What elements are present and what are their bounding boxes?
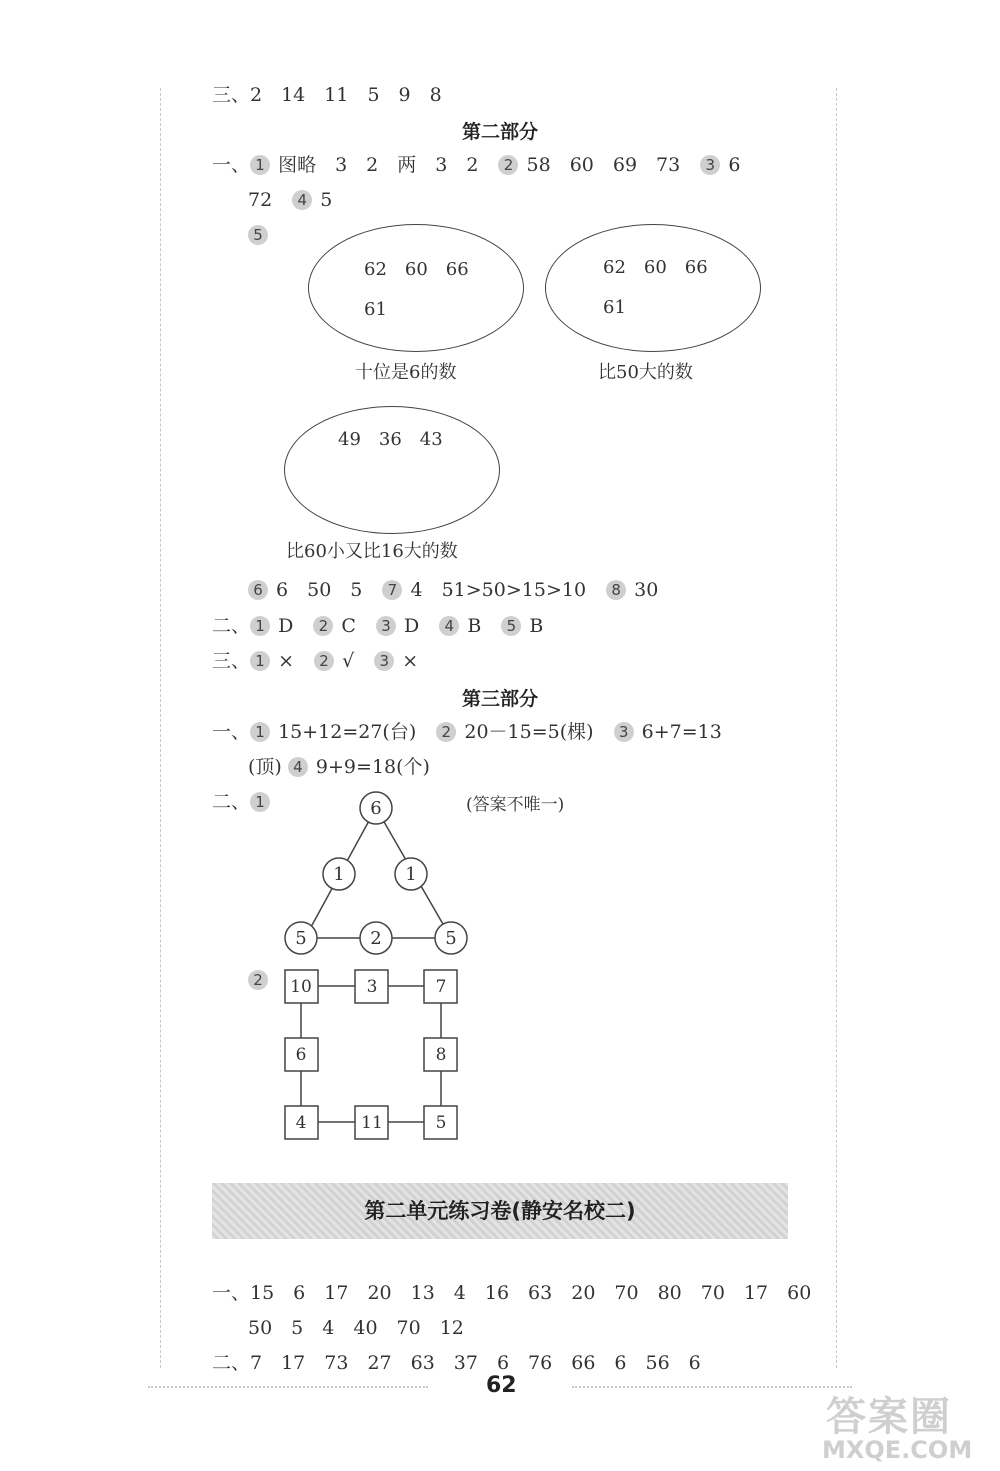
- watermark-logo: 答案圈: [826, 1394, 952, 1440]
- question-number: 6: [248, 580, 268, 600]
- p3-er-line: [212, 789, 272, 815]
- p3-er-q2-line: [248, 967, 270, 993]
- p2-er-line: [212, 613, 543, 639]
- answer-text: 图略 3 2 两 3 2: [278, 154, 479, 176]
- left-margin-line: [160, 88, 161, 1368]
- p2-yi-line1: [212, 152, 740, 178]
- question-number: 1: [250, 616, 270, 636]
- p2-yi-line2: [248, 187, 332, 213]
- triangle-value-bottom-left: 5: [295, 928, 307, 949]
- answer-text: 6+7=13: [641, 721, 722, 743]
- venn-2-bottom-numbers: 61: [603, 297, 626, 318]
- p3-yi-line2: [248, 754, 430, 780]
- question-number: 4: [292, 190, 312, 210]
- question-number: 1: [250, 722, 270, 742]
- p3-yi-line1: [212, 719, 722, 745]
- rectangle-diagram: [284, 968, 464, 1144]
- answer-text: B: [467, 615, 482, 637]
- answer-text: 4 51>50>15>10: [410, 579, 587, 601]
- rect-value-bottom-mid: 11: [361, 1113, 383, 1133]
- watermark-url: MXQE.COM: [822, 1436, 973, 1464]
- page-number: 62: [486, 1373, 517, 1398]
- question-number: 8: [606, 580, 626, 600]
- answer-text: B: [529, 615, 544, 637]
- question-number: 2: [498, 155, 518, 175]
- u2-yi-line2: 50 5 4 40 70 12: [248, 1317, 464, 1339]
- triangle-diagram: [280, 788, 480, 960]
- question-number: 5: [248, 225, 268, 245]
- answer-text: √: [342, 650, 355, 672]
- question-number: 4: [439, 616, 459, 636]
- venn-1-caption: 十位是6的数: [355, 362, 457, 383]
- rect-value-mid-right: 8: [435, 1045, 447, 1065]
- question-number: 3: [700, 155, 720, 175]
- answer-text: ×: [278, 650, 294, 672]
- part3-title: 第三部分: [461, 688, 538, 710]
- answer-text: 5: [320, 189, 333, 211]
- p2-yi-line4: [248, 577, 658, 603]
- p3-er-note: (答案不唯一): [466, 795, 565, 815]
- venn-1-top-numbers: 62 60 66: [364, 259, 469, 280]
- rect-value-top-left: 10: [290, 977, 312, 997]
- question-number: 2: [314, 651, 334, 671]
- answer-text: 20－15=5(棵): [464, 721, 594, 743]
- answer-text: C: [341, 615, 356, 637]
- question-number: 1: [250, 155, 270, 175]
- answer-text: 6 50 5: [276, 579, 363, 601]
- answer-text: ×: [402, 650, 419, 672]
- venn-2-top-numbers: 62 60 66: [603, 257, 708, 278]
- question-number: 2: [313, 616, 333, 636]
- venn-ellipse-2: [545, 224, 761, 352]
- answer-text: 9+9=18(个): [315, 756, 430, 778]
- rect-value-top-mid: 3: [366, 977, 378, 997]
- rect-value-mid-left: 6: [295, 1045, 307, 1065]
- right-margin-line: [836, 88, 837, 1368]
- footer-rule-right: [572, 1386, 852, 1388]
- answer-text: 58 60 69 73: [526, 154, 681, 176]
- venn-2-caption: 比50大的数: [598, 362, 693, 383]
- answer-text: D: [278, 615, 294, 637]
- triangle-value-mid-left: 1: [333, 864, 345, 885]
- question-number: 2: [436, 722, 456, 742]
- unit2-banner: [212, 1183, 788, 1239]
- p2-san-line: [212, 648, 418, 674]
- venn-3-numbers: 49 36 43: [338, 429, 443, 450]
- question-number: 3: [614, 722, 634, 742]
- footer-rule-left: [148, 1386, 428, 1388]
- p1-answer-san: 三、2 14 11 5 9 8: [212, 84, 442, 106]
- triangle-value-mid-right: 1: [405, 864, 417, 885]
- part2-title: 第二部分: [461, 121, 538, 143]
- triangle-value-bottom-right: 5: [445, 928, 457, 949]
- p2-yi-line3: [248, 222, 270, 248]
- rect-value-top-right: 7: [435, 977, 447, 997]
- question-number: 3: [374, 651, 394, 671]
- section-prefix: 二、: [212, 791, 251, 813]
- answer-text: 30: [634, 579, 659, 601]
- section-prefix: 二、: [212, 615, 251, 637]
- section-prefix: 一、: [212, 154, 251, 176]
- rect-value-bottom-left: 4: [295, 1113, 307, 1133]
- answer-text: (顶): [248, 756, 282, 778]
- question-number: 5: [501, 616, 521, 636]
- section-prefix: 一、: [212, 721, 251, 743]
- unit2-title: 第二单元练习卷(静安名校二): [364, 1199, 636, 1223]
- answer-text: D: [404, 615, 420, 637]
- question-number: 1: [250, 651, 270, 671]
- venn-ellipse-1: [308, 224, 524, 352]
- answer-text: 6: [728, 154, 741, 176]
- question-number: 7: [382, 580, 402, 600]
- section-prefix: 三、: [212, 650, 251, 672]
- question-number: 4: [288, 757, 308, 777]
- question-number: 1: [250, 792, 270, 812]
- u2-er-line1: 二、7 17 73 27 63 37 6 76 66 6 56 6: [212, 1352, 701, 1374]
- triangle-value-bottom-mid: 2: [370, 928, 382, 949]
- answer-text: 15+12=27(台): [278, 721, 417, 743]
- triangle-value-top: 6: [370, 798, 382, 819]
- question-number: 2: [248, 970, 268, 990]
- answer-text: 72: [248, 189, 273, 211]
- venn-1-bottom-numbers: 61: [364, 299, 387, 320]
- rect-value-bottom-right: 5: [435, 1113, 447, 1133]
- question-number: 3: [376, 616, 396, 636]
- venn-3-caption: 比60小又比16大的数: [286, 541, 458, 562]
- u2-yi-line1: 一、15 6 17 20 13 4 16 63 20 70 80 70 17 60: [212, 1282, 812, 1304]
